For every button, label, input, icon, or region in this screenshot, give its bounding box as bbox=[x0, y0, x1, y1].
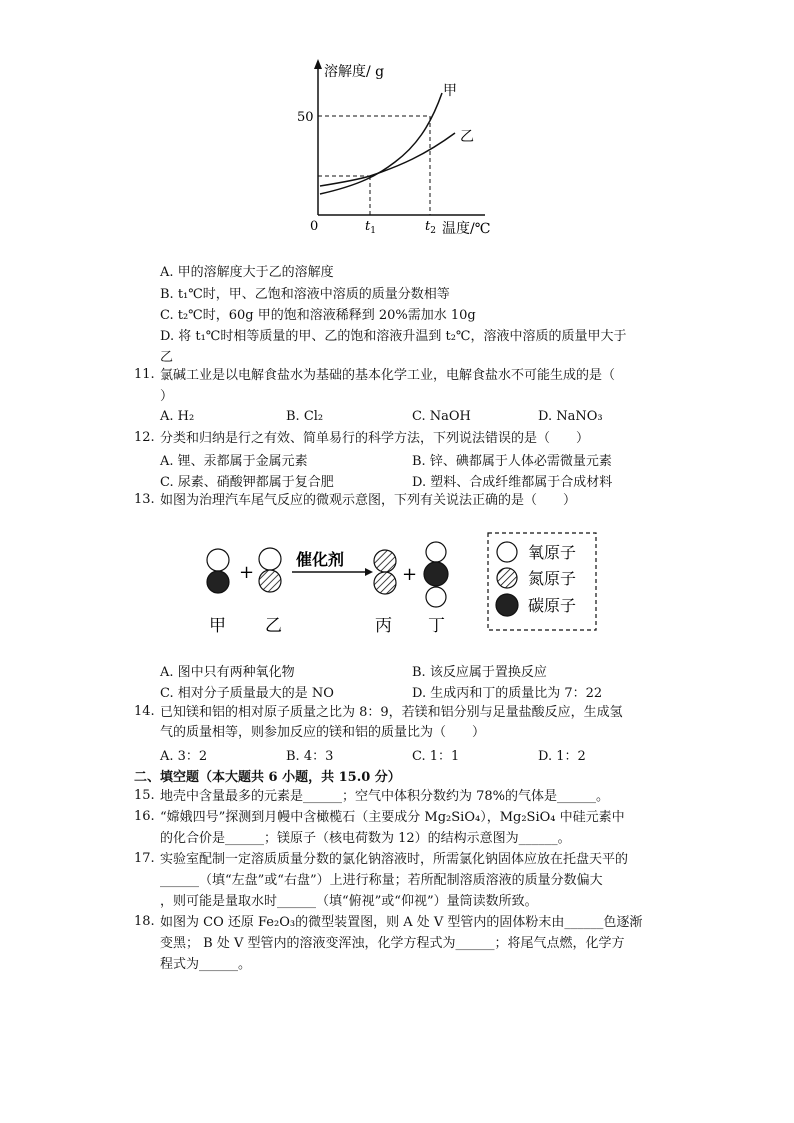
q11-option-c: C. NaOH bbox=[412, 409, 471, 424]
q13-option-d: D. 生成丙和丁的质量比为 7：22 bbox=[412, 686, 603, 701]
reaction-arrowhead bbox=[365, 568, 373, 576]
t1-label bbox=[365, 219, 376, 236]
yi-oxygen-atom bbox=[259, 548, 281, 570]
q12-number: 12. bbox=[134, 430, 155, 445]
q13-number: 13. bbox=[134, 492, 155, 507]
q14-option-d: D. 1：2 bbox=[538, 749, 586, 764]
curve-jia bbox=[320, 93, 442, 194]
q13-option-c: C. 相对分子质量最大的是 NO bbox=[160, 686, 334, 701]
q10-option-d-line2: 乙 bbox=[160, 350, 174, 365]
q16-line2: 的化合价是______；镁原子（核电荷数为 12）的结构示意图为______。 bbox=[160, 831, 571, 846]
q12-option-a: A. 锂、汞都属于金属元素 bbox=[160, 454, 308, 469]
q14-number: 14. bbox=[134, 704, 155, 719]
q17-line1: 实验室配制一定溶质质量分数的氯化钠溶液时，所需氯化钠固体应放在托盘天平的 bbox=[160, 852, 629, 867]
q15-number: 15. bbox=[134, 788, 155, 803]
reaction-diagram bbox=[195, 530, 605, 640]
curve-jia-label: 甲 bbox=[443, 83, 457, 99]
q10-option-d-line1: D. 将 t₁℃时相等质量的甲、乙的饱和溶液升温到 t₂℃，溶液中溶质的质量甲大于 bbox=[160, 329, 627, 344]
q12-stem: 分类和归纳是行之有效、简单易行的科学方法，下列说法错误的是（ ） bbox=[160, 431, 590, 446]
legend-oxygen-swatch bbox=[497, 542, 517, 562]
q13-stem: 如图为治理汽车尾气反应的微观示意图，下列有关说法正确的是（ ） bbox=[160, 493, 577, 508]
q14-option-b: B. 4：3 bbox=[286, 749, 334, 764]
q15-text: 地壳中含量最多的元素是______；空气中体积分数约为 78%的气体是______。 bbox=[160, 789, 610, 804]
label-bing: 丙 bbox=[375, 616, 392, 636]
q16-line1: “嫦娥四号”探测到月幔中含橄榄石（主要成分 Mg₂SiO₄），Mg₂SiO₄ 中硅元素中 bbox=[160, 810, 625, 825]
q18-line3: 程式为______。 bbox=[160, 957, 252, 972]
yi-nitrogen-atom bbox=[259, 570, 281, 592]
q12-option-d: D. 塑料、合成纤维都属于合成材料 bbox=[412, 475, 613, 490]
q16-number: 16. bbox=[134, 809, 155, 824]
solubility-chart bbox=[290, 55, 520, 240]
q18-line1: 如图为 CO 还原 Fe₂O₃的微型装置图，则 A 处 V 型管内的固体粉末由______色逐渐 bbox=[160, 915, 643, 930]
t1-base: t bbox=[365, 219, 371, 234]
label-yi: 乙 bbox=[265, 616, 282, 636]
section-2-heading: 二、填空题（本大题共 6 小题，共 15.0 分） bbox=[134, 770, 401, 785]
jia-carbon-atom bbox=[207, 571, 229, 593]
q10-option-b: B. t₁℃时，甲、乙饱和溶液中溶质的质量分数相等 bbox=[160, 287, 450, 302]
q17-number: 17. bbox=[134, 851, 155, 866]
legend-oxygen-label: 氧原子 bbox=[528, 543, 577, 562]
t2-base: t bbox=[425, 219, 431, 234]
t2-sub: 2 bbox=[430, 226, 436, 236]
t2-label bbox=[425, 219, 436, 236]
y-axis-arrow bbox=[314, 59, 322, 69]
catalyst-label: 催化剂 bbox=[296, 550, 345, 569]
q11-number: 11. bbox=[134, 367, 155, 382]
q12-option-c: C. 尿素、硝酸钾都属于复合肥 bbox=[160, 475, 334, 490]
origin-label: 0 bbox=[310, 219, 319, 234]
legend-carbon-label: 碳原子 bbox=[528, 596, 577, 615]
q11-option-b: B. Cl₂ bbox=[286, 409, 324, 424]
plus-sign-1: + bbox=[239, 562, 255, 583]
y-axis-label: 溶解度/ g bbox=[324, 64, 385, 80]
curve-yi-label: 乙 bbox=[460, 129, 474, 145]
x-axis-label: 温度/℃ bbox=[442, 221, 491, 237]
q10-option-a: A. 甲的溶解度大于乙的溶解度 bbox=[160, 265, 334, 280]
legend-carbon-swatch bbox=[496, 594, 518, 616]
bing-nitrogen-atom-top bbox=[374, 550, 396, 572]
q11-option-a: A. H₂ bbox=[160, 409, 195, 424]
q18-line2: 变黑； B 处 V 型管内的溶液变浑浊，化学方程式为______；将尾气点燃，化学方 bbox=[160, 936, 625, 951]
q17-line3: ，则可能是量取水时______（填“俯视”或“仰视”）量筒读数所致。 bbox=[160, 894, 538, 909]
q13-option-b: B. 该反应属于置换反应 bbox=[412, 665, 547, 680]
ding-oxygen-atom-top bbox=[426, 542, 446, 562]
q11-option-d: D. NaNO₃ bbox=[538, 409, 603, 424]
q10-option-c: C. t₂℃时，60g 甲的饱和溶液稀释到 20%需加水 10g bbox=[160, 308, 476, 323]
q12-option-b: B. 锌、碘都属于人体必需微量元素 bbox=[412, 454, 612, 469]
y-tick-50: 50 bbox=[297, 110, 314, 125]
q14-option-a: A. 3：2 bbox=[160, 749, 208, 764]
q14-option-c: C. 1：1 bbox=[412, 749, 460, 764]
q14-stem-line1: 已知镁和铝的相对原子质量之比为 8：9，若镁和铝分别与足量盐酸反应，生成氢 bbox=[160, 705, 623, 720]
jia-oxygen-atom bbox=[207, 549, 229, 571]
ding-oxygen-atom-bottom bbox=[426, 587, 446, 607]
plus-sign-2: + bbox=[402, 564, 418, 585]
q17-line2: ______（填“左盘”或“右盘”）上进行称量；若所配制溶质溶液的质量分数偏大 bbox=[160, 873, 603, 888]
q13-option-a: A. 图中只有两种氧化物 bbox=[160, 665, 295, 680]
curve-yi bbox=[320, 133, 455, 186]
legend-nitrogen-label: 氮原子 bbox=[528, 569, 577, 588]
q11-stem-line1: 氯碱工业是以电解食盐水为基础的基本化学工业，电解食盐水不可能生成的是（ bbox=[160, 368, 616, 383]
legend-nitrogen-swatch bbox=[497, 568, 517, 588]
q11-stem-line2: ） bbox=[160, 389, 174, 404]
t1-sub: 1 bbox=[370, 226, 376, 236]
q18-number: 18. bbox=[134, 914, 155, 929]
label-ding: 丁 bbox=[428, 616, 445, 636]
q14-stem-line2: 气的质量相等，则参加反应的镁和铝的质量比为（ ） bbox=[160, 725, 486, 740]
ding-carbon-atom bbox=[424, 562, 448, 586]
bing-nitrogen-atom-bottom bbox=[374, 572, 396, 594]
label-jia: 甲 bbox=[209, 616, 226, 636]
